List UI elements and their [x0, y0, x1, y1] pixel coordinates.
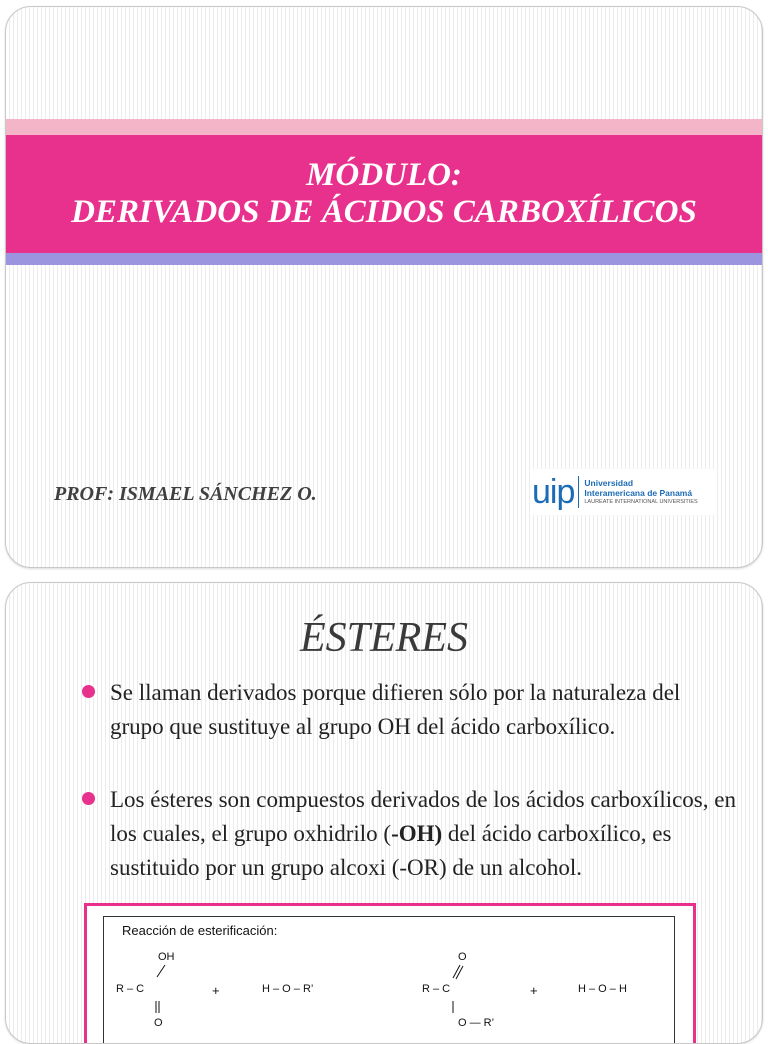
bullet-text: Se llaman derivados porque difieren sólo por la naturaleza del grupo que sustituye al grupo OH del ácido carboxílico. — [110, 680, 681, 739]
title-band-bottom-stripe — [6, 253, 762, 265]
bullet-text-part: del ácido carboxílico, es sustituido por un grupo alcoxi (-OR) de un alcohol. — [110, 821, 672, 880]
slide-title: ÉSTERES — [300, 615, 468, 661]
reaction-figure — [84, 903, 696, 1044]
ester-carbonyl-oxygen: O — [458, 951, 467, 963]
bullet-dot-icon — [82, 792, 95, 805]
acid-bonds — [148, 963, 172, 1019]
logo-divider — [578, 476, 579, 508]
esteres-slide — [5, 582, 763, 1044]
bullet-item — [86, 783, 736, 885]
bullet-text — [86, 783, 736, 885]
acid-carbon: R – C — [116, 983, 145, 995]
university-logo — [530, 469, 714, 515]
logo-name-line1: Universidad — [584, 477, 634, 488]
author-name: PROF: ISMAEL SÁNCHEZ O. — [54, 483, 317, 505]
logo-name-line2: Interamericana de Panamá — [584, 487, 693, 498]
bullet-text-part: Los ésteres son compuestos derivados de los ácidos carboxílicos, en los cuales, el grupo oxhidrilo ( — [110, 787, 736, 846]
reaction-panel — [103, 916, 675, 1044]
acid-carbonyl-oxygen: O — [154, 1017, 163, 1029]
ester-carbon: R – C — [422, 983, 451, 995]
reaction-title: Reacción de esterificación: — [122, 923, 278, 938]
bullet-dot-icon — [82, 685, 95, 698]
logo-tagline: LAUREATE INTERNATIONAL UNIVERSITIES — [584, 498, 698, 505]
plus-sign: + — [212, 983, 220, 998]
title-band — [6, 135, 762, 253]
title-slide — [5, 6, 763, 568]
logo-text — [584, 478, 697, 507]
water-formula: H – O – H — [578, 983, 627, 995]
bullet-item — [86, 676, 736, 744]
module-title: MÓDULO: — [306, 157, 462, 193]
ester-alkoxy-group: O — R’ — [458, 1017, 495, 1029]
plus-sign: + — [530, 983, 538, 998]
logo-mark: uip — [532, 473, 575, 511]
alcohol-formula: H – O – R’ — [262, 983, 314, 995]
module-subtitle: DERIVADOS DE ÁCIDOS CARBOXÍLICOS — [71, 194, 697, 230]
acid-oh-group: OH — [158, 951, 175, 963]
bullet-text-bold: -OH) — [391, 821, 443, 846]
title-band-top-stripe — [6, 119, 762, 135]
